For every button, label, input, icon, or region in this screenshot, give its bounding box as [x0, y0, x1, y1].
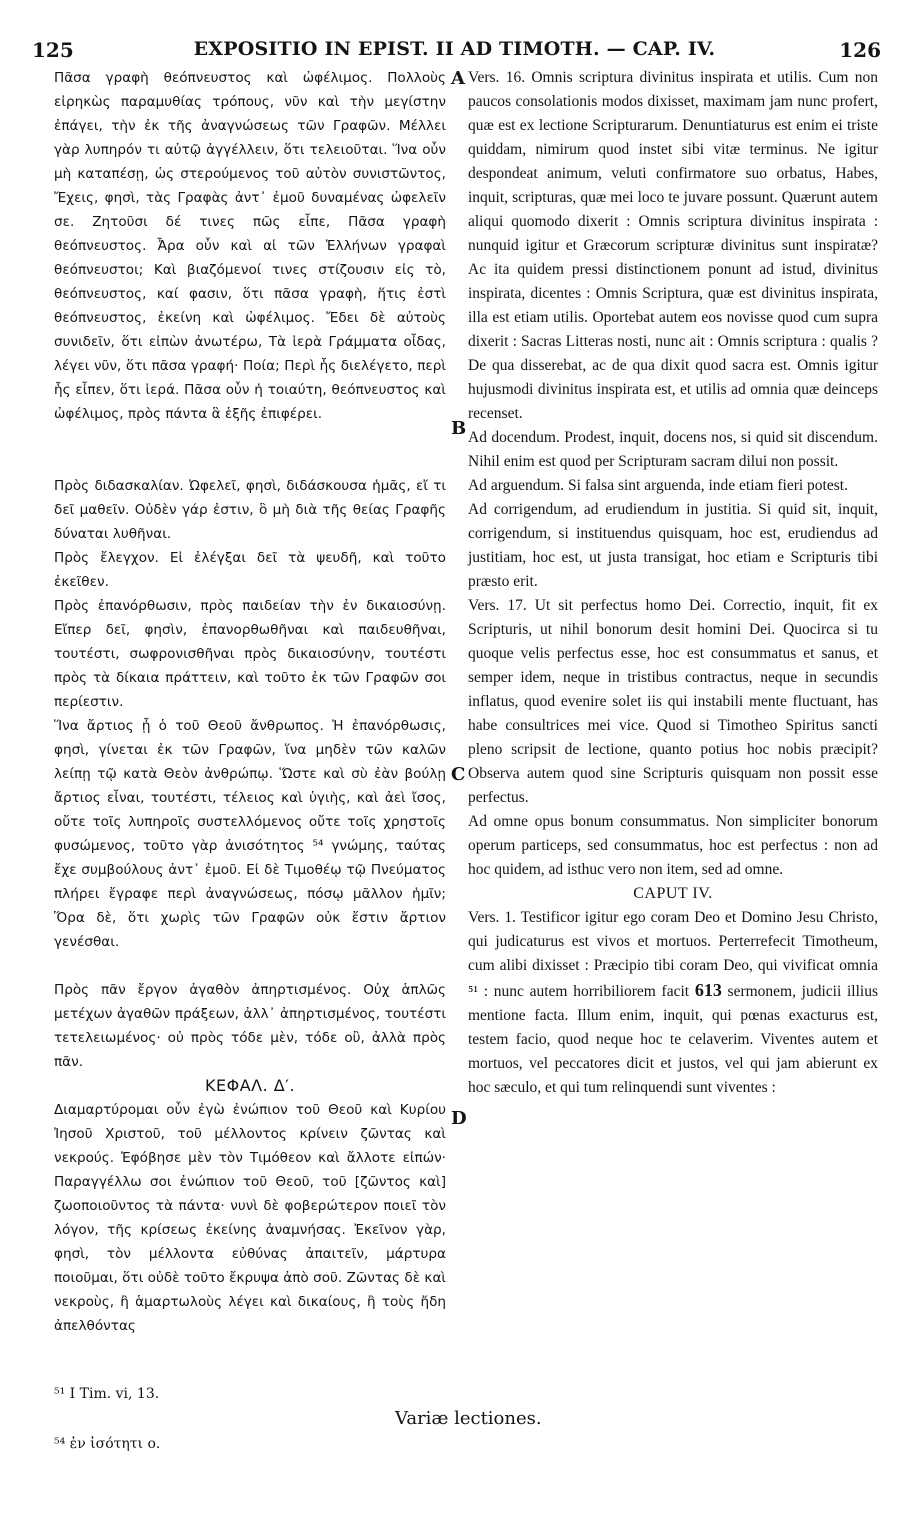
- greek-chapter-heading: ΚΕΦΑΛ. Δ′.: [205, 1076, 295, 1095]
- footnote-54: ⁵⁴ ἐν ἰσότητι ο.: [54, 1436, 161, 1452]
- latin-column: [468, 66, 878, 1100]
- column-number: 613: [694, 980, 722, 1000]
- greek-paragraph-5: Ἵνα ἄρτιος ᾖ ὁ τοῦ Θεοῦ ἄνθρωπος. Ἡ ἐπανόρθωσις, φησὶ, γίνεται ἐκ τῶν Γραφῶν, ἵνα μηδὲν τῶν καλῶν λείπῃ τῷ κατὰ Θεὸν ἀνθρώπῳ. Ὥστε καὶ σὺ ἐὰν βούλῃ ἄρτιος εἶναι, τουτέστι, τέλειος καὶ ὑγιὴς, καὶ ἀεὶ ἴσος, οὔτε τοῖς λυπηροῖς συστελλόμενος οὔτε τοῖς χρηστοῖς φυσώμενος, τοῦτο γὰρ ἀνισότητος ⁵⁴ γνώμης, ταύτας ἔχε συμβούλους ἀντ᾽ ἐμοῦ. Εἰ δὲ Τιμοθέῳ τῷ Πνεύματος πλήρει ἔγραφε περὶ ἀναγνώσεως, πόσῳ μᾶλλον ἡμῖν; Ὅρα δὲ, ὅτι χωρὶς τῶν Γραφῶν οὐκ ἔστιν ἄρτιον γενέσθαι.: [54, 718, 446, 950]
- latin-paragraph-1: Vers. 16. Omnis scriptura divinitus inspirata et utilis. Cum non paucos consolationis modos dixisset, maximam jam nunc profert, quæ est ex lectione Scripturarum. Denuntiaturus est enim ei triste quiddam, nimirum quod instet sibi vitæ terminus. Ne igitur despondeat animum, veluti confirmatore suo orbatus, Habes, inquit, scripturas, quæ mei loco te juvare possunt. Quærunt autem aliqui quomodo dixerit : Omnis scriptura divinitus inspirata : nunquid igitur et Græcorum scripturæ divinitus sunt inspiratæ? Ac ita quidem pressi distinctionem ponunt ad istud, divinitus inspirata, dicentes : Omnis Scriptura, quæ est divinitus inspirata, illa est etiam utilis. Oportebat autem eos novisse quod cum supra dixerit : Sacras Litteras nosti, nunc ait : Omnis scriptura : qualis ? De qua disserebat, ac de qua dixit quod sacra est. Omnis igitur hujusmodi divinitus inspirata est, et utilis ad omnia quæ deinceps recenset.: [468, 69, 878, 422]
- greek-paragraph-1: Πᾶσα γραφὴ θεόπνευστος καὶ ὠφέλιμος. Πολλοὺς εἰρηκὼς παραμυθίας τρόπους, νῦν καὶ τὴν μεγίστην ἐπάγει, τὴν ἐκ τῆς ἀναγνώσεως τῶν Γραφῶν. Μέλλει γὰρ λυπηρόν τι αὐτῷ ἀγγέλλειν, ὅτι τελειοῦται. Ἵνα οὖν μὴ καταπέσῃ, ὡς στερούμενος τοῦ αὐτὸν συνιστῶντος, Ἔχεις, φησὶ, τὰς Γραφὰς ἀντ᾽ ἐμοῦ δυναμένας ὠφελεῖν σε. Ζητοῦσι δέ τινες πῶς εἶπε, Πᾶσα γραφὴ θεόπνευστος. Ἆρα οὖν καὶ αἱ τῶν Ἑλλήνων γραφαὶ θεόπνευστοι; Καὶ βιαζόμενοί τινες στίζουσιν εἰς τὸ, θεόπνευστος, καί φασιν, ὅτι πᾶσα γραφὴ, ἥτις ἐστὶ θεόπνευστος, ἐκείνη καὶ ὠφέλιμος. Ἔδει δὲ αὐτοὺς συνιδεῖν, ὅτι εἰπὼν ἀνωτέρω, Τὰ ἱερὰ Γράμματα οἶδας, λέγει νῦν, ὅτι πᾶσα γραφή· Ποία; Περὶ ἧς διελέγετο, περὶ ἧς εἶπεν, ὅτι ἱερά. Πᾶσα οὖν ἡ τοιαύτη, θεόπνευστος καὶ ὠφέλιμος, πρὸς πάντα ἃ ἑξῆς ἐπιφέρει.: [54, 70, 446, 422]
- spacer: [54, 954, 446, 978]
- latin-paragraph-5: Vers. 17. Ut sit perfectus homo Dei. Correctio, inquit, fit ex Scripturis, ut nihil bonorum desit homini Dei. Quocirca si tu quoque velis perfectus esse, hoc est consummatus et sanus, et semper idem, neque in tristibus contractus, neque in secundis inflatus, quod evenire solet iis qui instabili mente fluctuant, has habe consultrices mei vice. Quod si Timotheo Spiritus sancti pleno scripsit de lectione, quanto potius hoc nobis præcipit? Observa autem quod sine Scripturis quisquam non possit esse perfectus.: [468, 597, 878, 806]
- greek-column: [54, 66, 446, 1338]
- spacer: [54, 426, 446, 474]
- page-number-left: 125: [32, 38, 74, 62]
- variae-lectiones-heading: Variæ lectiones.: [395, 1408, 542, 1429]
- margin-letter-b: B: [451, 418, 467, 439]
- latin-paragraph-7: [468, 906, 878, 1100]
- page-number-right: 126: [839, 38, 881, 62]
- latin-paragraph-3: Ad arguendum. Si falsa sint arguenda, inde etiam fieri potest.: [468, 477, 848, 494]
- greek-paragraph-3: Πρὸς ἔλεγχον. Εἰ ἐλέγξαι δεῖ τὰ ψευδῆ, καὶ τοῦτο ἐκεῖθεν.: [54, 550, 446, 590]
- latin-paragraph-2: Ad docendum. Prodest, inquit, docens nos, si quid sit discendum. Nihil enim est quod per Scripturam sacram dilui non possit.: [468, 429, 878, 470]
- greek-paragraph-7: Διαμαρτύρομαι οὖν ἐγὼ ἐνώπιον τοῦ Θεοῦ καὶ Κυρίου Ἰησοῦ Χριστοῦ, τοῦ μέλλοντος κρίνειν ζῶντας καὶ νεκρούς. Ἐφόβησε μὲν τὸν Τιμόθεον καὶ ἄλλοτε εἰπών· Παραγγέλλω σοι ἐνώπιον τοῦ Θεοῦ, τοῦ [ζῶντος καὶ] ζωοποιοῦντος τὰ πάντα· νυνὶ δὲ φοβερώτερον ποιεῖ τὸν λόγον, τῆς κρίσεως ἐκείνης ἀναμνήσας. Ἐκεῖνον γὰρ, φησὶ, τὸν μέλλοντα εὐθύνας ἀπαιτεῖν, μάρτυρα ποιοῦμαι, ὅτι οὐδὲ τοῦτο ἔκρυψα ἀπὸ σοῦ. Ζῶντας δὲ καὶ νεκροὺς, ἢ ἁμαρτωλοὺς λέγει καὶ δικαίους, ἢ τοὺς ἤδη ἀπελθόντας: [54, 1102, 446, 1334]
- latin-paragraph-7-start: Vers. 1. Testificor igitur ego coram Deo et Domino Jesu Christo, qui judicaturus est vivos et mortuos. Perterrefecit Timotheum, cum alibi dixisset : Præcipio tibi coram Deo, qui vivificat omnia ⁵¹ : nunc autem horribiliorem facit: [468, 909, 878, 1000]
- latin-paragraph-4: Ad corrigendum, ad erudiendum in justitia. Si quid sit, inquit, corrigendum, si instituendus quisquam, hoc est, erudiendus ad justitiam, hoc est, ut justa transigat, hoc etiam e Scripturis tibi præsto erit.: [468, 501, 878, 590]
- footnote-51: ⁵¹ I Tim. vi, 13.: [54, 1386, 160, 1402]
- greek-paragraph-4: Πρὸς ἐπανόρθωσιν, πρὸς παιδείαν τὴν ἐν δικαιοσύνῃ. Εἴπερ δεῖ, φησὶν, ἐπανορθωθῆναι καὶ παιδευθῆναι, τουτέστι, σωφρονισθῆναι πρὸς δικαιοσύνην, τουτέστι πρὸς τὰ δίκαια πράττειν, καὶ τοῦτο ἐκ τῶν Γραφῶν σοι περίεστιν.: [54, 598, 446, 710]
- latin-chapter-heading: CAPUT IV.: [633, 885, 713, 902]
- latin-paragraph-6: Ad omne opus bonum consummatus. Non simpliciter bonorum operum particeps, sed consummatus, hoc est perfectus : non ad hoc quidem, ad isthuc vero non item, sed ad omne.: [468, 813, 878, 878]
- greek-paragraph-6: Πρὸς πᾶν ἔργον ἀγαθὸν ἀπηρτισμένος. Οὐχ ἁπλῶς μετέχων ἀγαθῶν πράξεων, ἀλλ᾽ ἀπηρτισμένος, τουτέστι τετελειωμένος· οὐ πρὸς τόδε μὲν, τόδε οὒ, ἀλλὰ πρὸς πᾶν.: [54, 982, 446, 1070]
- margin-letter-d: D: [451, 1108, 467, 1129]
- running-title: EXPOSITIO IN EPIST. II AD TIMOTH. — CAP. IV.: [193, 38, 716, 60]
- margin-letter-c: C: [451, 764, 466, 785]
- margin-letter-a: A: [451, 68, 465, 89]
- page-header: [28, 38, 881, 66]
- greek-paragraph-2: Πρὸς διδασκαλίαν. Ὠφελεῖ, φησὶ, διδάσκουσα ἡμᾶς, εἴ τι δεῖ μαθεῖν. Οὐδὲν γάρ ἐστιν, ὃ μὴ διὰ τῆς θείας Γραφῆς δύναται λυθῆναι.: [54, 478, 446, 542]
- latin-paragraph-7-end: sermonem, judicii illius mentione facta. Illum enim, inquit, qui pœnas exacturus est, testem facio, quod neque hoc te celaverim. Viventes autem et mortuos, vel peccatores dicit et justos, vel qui jam abierunt ex hoc sæculo, et qui tum relinquendi sunt viventes :: [468, 983, 879, 1096]
